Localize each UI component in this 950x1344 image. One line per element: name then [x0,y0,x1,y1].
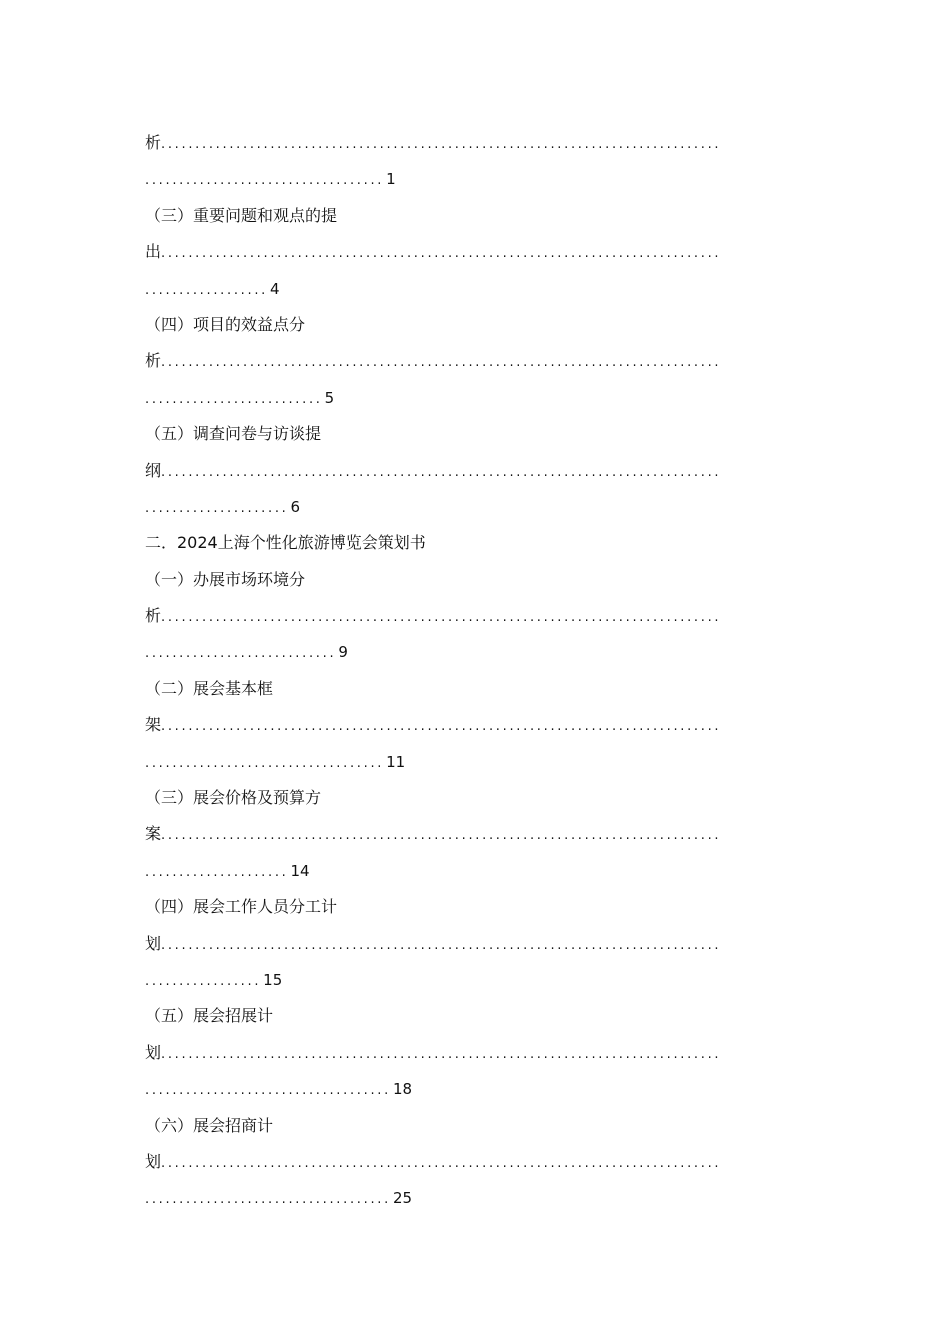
toc-entry-page-line [145,161,805,197]
toc-entry-title: （五）调查问卷与访谈提 [145,424,322,444]
leader-dots: .................................................................................. [161,937,722,953]
page-number: 1 [386,170,396,189]
page-number: 9 [338,643,348,662]
toc-entry-text: 划 [145,1042,162,1062]
toc-entry-page-line [145,271,805,307]
toc-entry-page-line [145,1071,805,1107]
toc-entry-title: （六）展会招商计 [145,1115,274,1135]
leader-dots: .................................................................................. [161,719,722,735]
toc-entry-continuation [145,234,805,270]
toc-entry-continuation [145,1144,805,1180]
page-number: 6 [290,497,301,516]
toc-entry-page-line [145,380,805,416]
toc-entry-continuation [145,816,805,852]
leader-dots: .................................................................................. [161,828,722,844]
leader-dots: ............................ [145,646,337,662]
toc-entry-text: 案 [145,824,162,844]
toc-entry-page-line [145,489,805,525]
leader-dots: .................................................................................. [161,246,722,262]
toc-entry-text: 出 [145,242,162,262]
toc-entry-page-line [145,744,805,780]
leader-dots: .................................... [145,1192,391,1208]
leader-dots: .................................................................................. [161,464,722,480]
toc-entry-title: （三）展会价格及预算方 [145,788,322,808]
page-number: 18 [392,1080,413,1099]
toc-entry-title: （五）展会招展计 [145,1006,274,1026]
toc-entry-text: 析 [145,606,162,626]
leader-dots: .......................... [145,391,323,407]
leader-dots: ................. [145,973,262,989]
leader-dots: ................................... [145,173,385,189]
toc-entry-text: 析 [145,133,162,152]
leader-dots: ................................... [145,755,385,771]
leader-dots: .................................................................................. [161,610,722,626]
page-number: 14 [290,861,310,880]
toc-entry-page-line [145,1180,805,1216]
toc-entry-title: （三）重要问题和观点的提 [145,205,338,225]
toc-entry-continuation [145,453,805,489]
toc-entry-title: （二）展会基本框 [145,678,274,698]
toc-entry-continuation [145,598,805,634]
toc-entry-page-line [145,853,805,889]
toc-entry-page-line [145,962,805,998]
toc-entry-title: （四）项目的效益点分 [145,314,306,334]
page-number: 15 [263,970,283,989]
page-number: 5 [324,388,335,407]
toc-entry-text: 析 [145,351,162,371]
toc-entry-text: 纲 [145,460,162,480]
toc-entry-title: 二．2024上海个性化旅游博览会策划书 [145,533,426,553]
leader-dots: ..................... [145,500,289,516]
leader-dots: .................................................................................. [161,137,722,152]
toc-entry-page-line [145,634,805,670]
leader-dots: .................................................................................. [161,355,722,371]
toc-entry-text: 划 [145,933,162,953]
leader-dots: .................. [145,282,268,298]
toc-entry-text: 划 [145,1151,162,1171]
toc-entry-continuation [145,125,805,161]
page-number: 4 [269,279,280,298]
table-of-contents [145,125,805,1217]
page-number: 25 [392,1189,413,1208]
page-number: 11 [386,752,406,771]
toc-entry-continuation [145,926,805,962]
leader-dots: ..................... [145,864,289,880]
toc-entry-continuation [145,1035,805,1071]
toc-entry-title: （一）办展市场环境分 [145,569,306,589]
leader-dots: .................................................................................. [161,1046,722,1062]
toc-entry-continuation [145,707,805,743]
leader-dots: .................................................................................. [161,1155,722,1171]
leader-dots: .................................... [145,1083,391,1099]
toc-entry-text: 架 [145,715,162,735]
toc-entry-title: （四）展会工作人员分工计 [145,897,338,917]
toc-entry-continuation [145,343,805,379]
